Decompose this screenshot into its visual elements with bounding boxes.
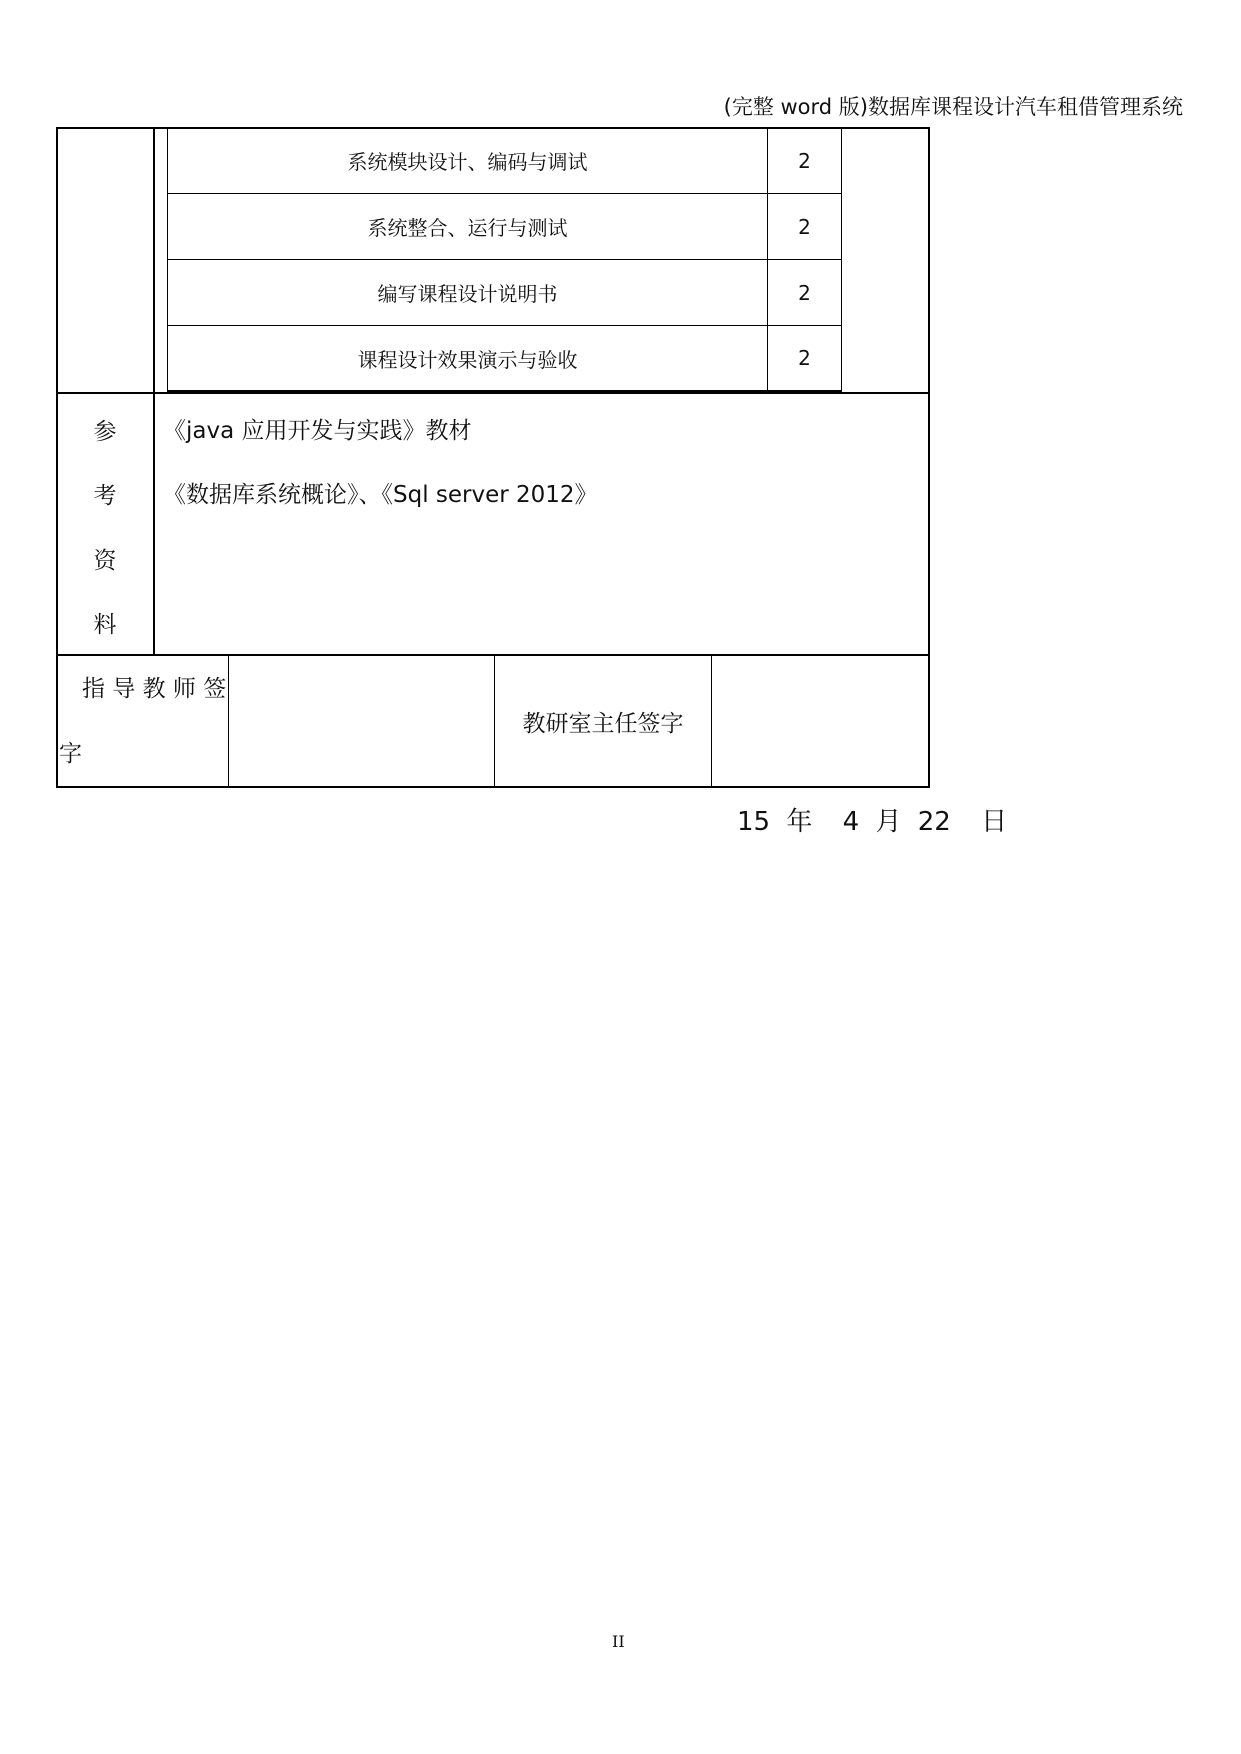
references-label-char: 参 bbox=[93, 419, 117, 445]
column-divider bbox=[153, 127, 155, 655]
section-divider-references bbox=[56, 392, 930, 394]
date-year: 15 bbox=[737, 807, 771, 837]
date-day: 22 bbox=[917, 807, 951, 837]
director-signature-field[interactable] bbox=[712, 656, 928, 786]
document-header-title: (完整 word 版)数据库课程设计汽车租借管理系统 bbox=[723, 95, 1183, 119]
schedule-task-cell: 系统模块设计、编码与调试 bbox=[347, 150, 588, 174]
table-bottom-border bbox=[56, 786, 930, 788]
schedule-task-cell: 课程设计效果演示与验收 bbox=[357, 347, 578, 372]
date-day-unit: 日 bbox=[981, 807, 1008, 837]
director-signature-label: 教研室主任签字 bbox=[522, 710, 684, 737]
table-right-border bbox=[928, 127, 930, 788]
advisor-signature-label-continued: 字 bbox=[59, 741, 82, 767]
schedule-hours-cell: 2 bbox=[798, 346, 811, 370]
table-left-border bbox=[56, 127, 58, 788]
advisor-signature-label: 指 导 教 师 签 bbox=[82, 676, 227, 702]
references-label-char: 资 bbox=[93, 548, 117, 574]
date-year-unit: 年 bbox=[786, 807, 813, 837]
advisor-signature-field[interactable] bbox=[229, 656, 494, 786]
schedule-hours-cell: 2 bbox=[798, 280, 811, 305]
schedule-hours-cell: 2 bbox=[798, 148, 811, 173]
date-month: 4 bbox=[842, 807, 860, 837]
references-label-char: 考 bbox=[93, 483, 117, 509]
references-label-char: 料 bbox=[93, 612, 117, 638]
schedule-task-cell: 编写课程设计说明书 bbox=[377, 282, 558, 306]
reference-item: 《数据库系统概论》、《Sql server 2012》 bbox=[163, 482, 598, 508]
schedule-hours-cell: 2 bbox=[798, 214, 811, 239]
page-number: II bbox=[612, 1632, 625, 1651]
schedule-task-cell: 系统整合、运行与测试 bbox=[367, 216, 568, 240]
date-month-unit: 月 bbox=[875, 807, 902, 837]
signature-date bbox=[737, 801, 1007, 838]
reference-item: 《java 应用开发与实践》教材 bbox=[163, 418, 472, 444]
